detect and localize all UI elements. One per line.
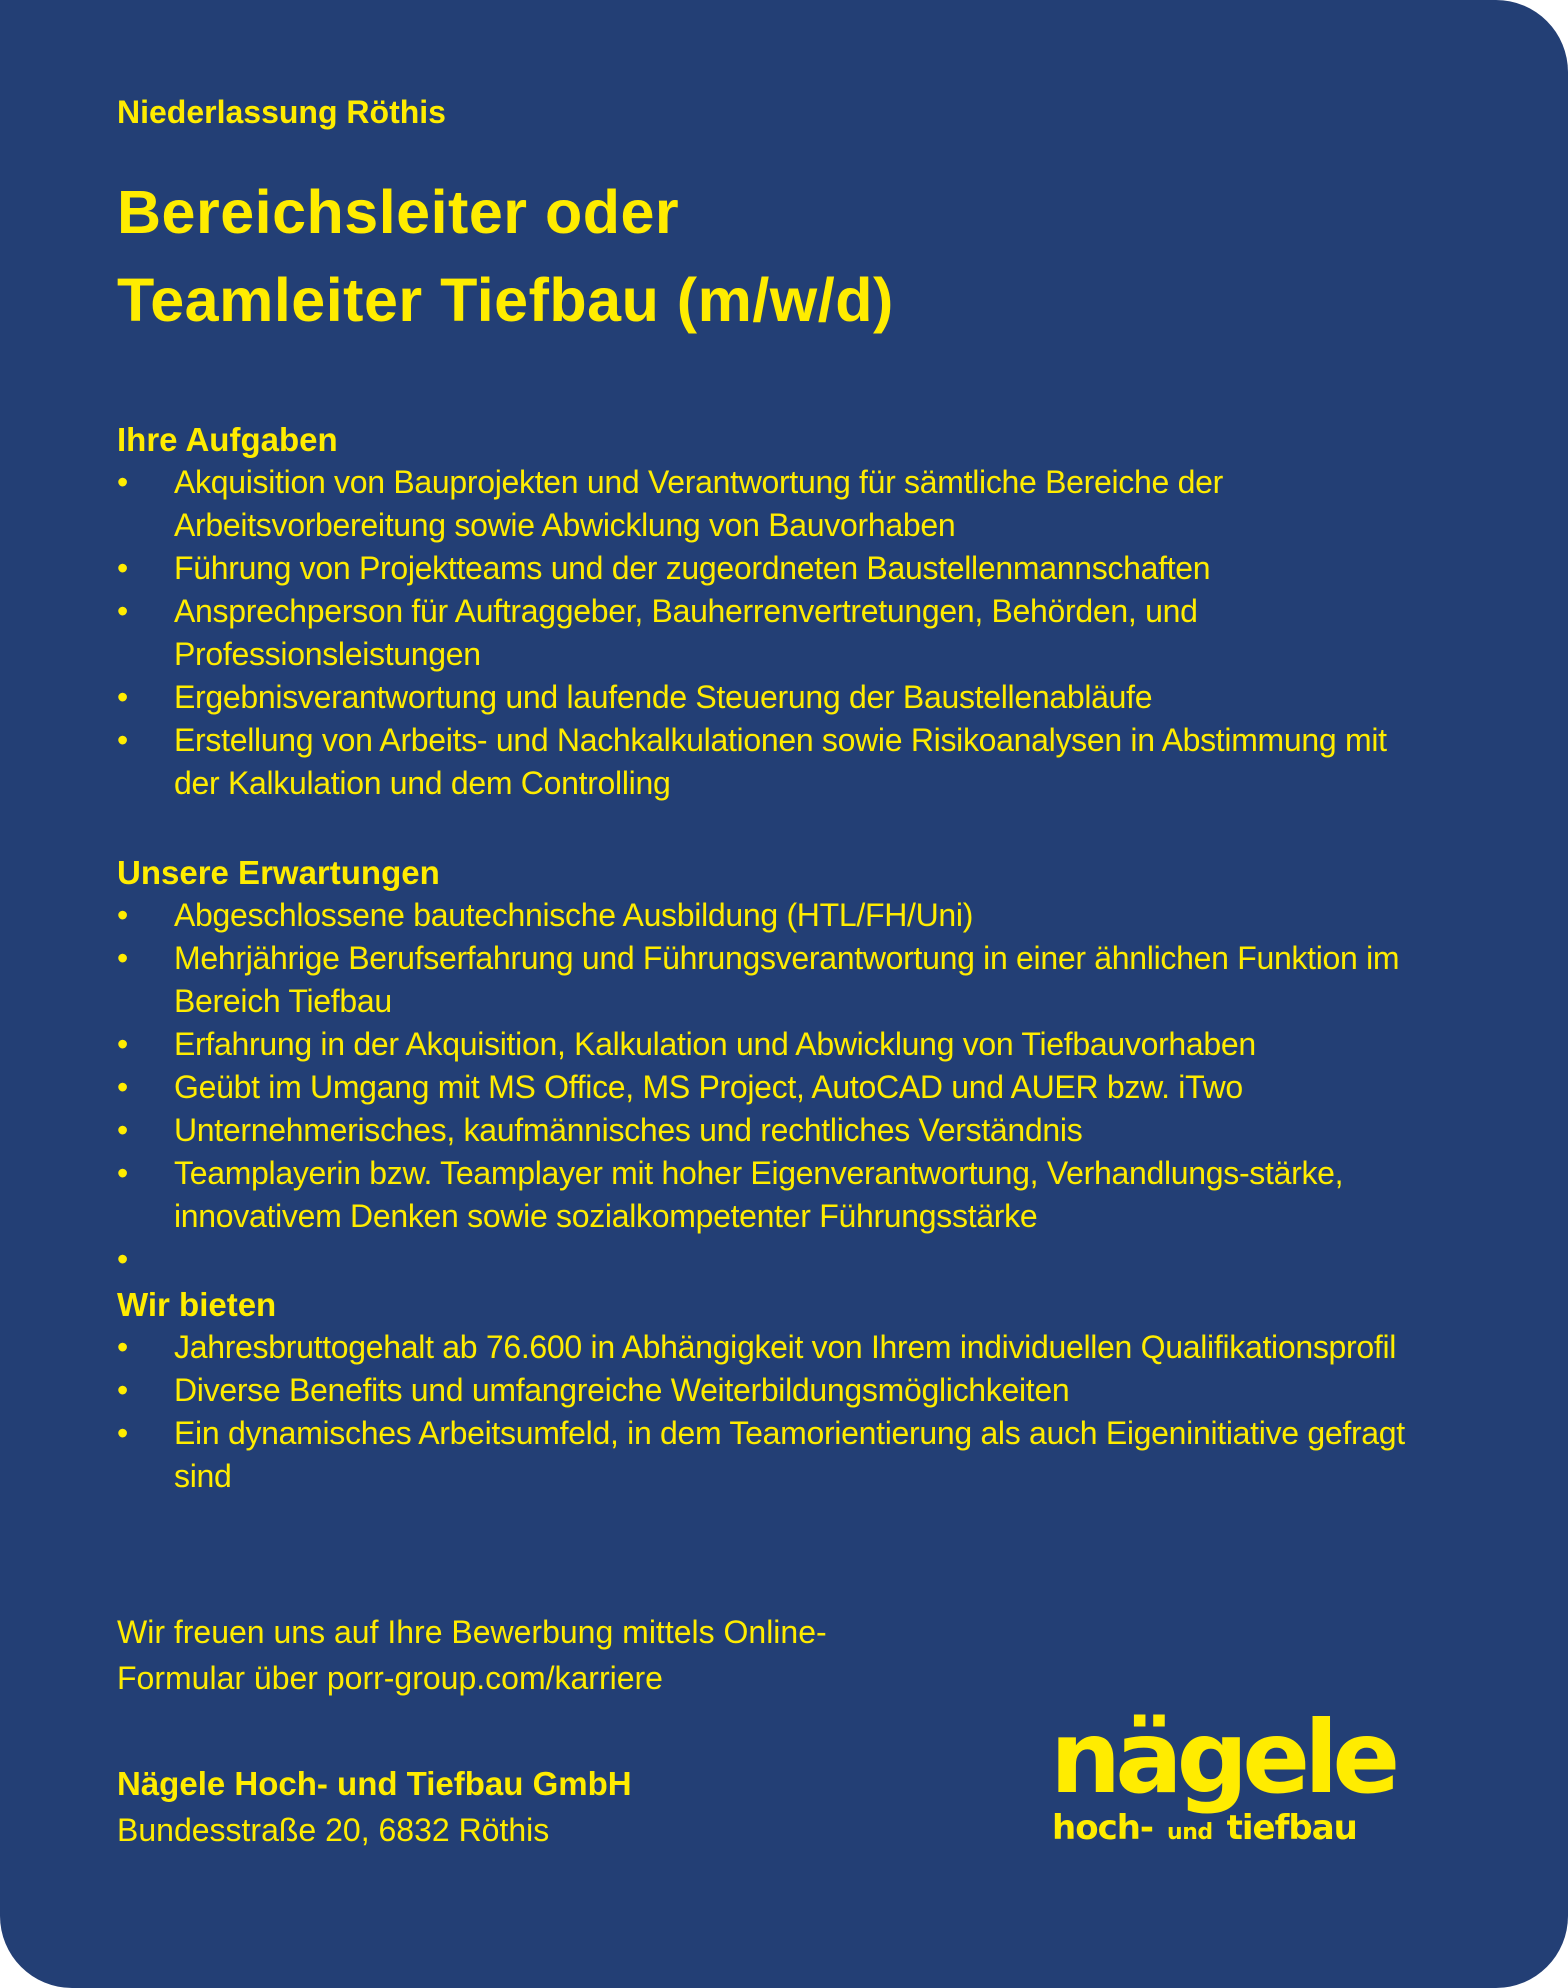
list-item: • Geübt im Umgang mit MS Office, MS Project, AutoCAD und AUER bzw. iTwo: [117, 1066, 1417, 1109]
bullet-icon: •: [117, 464, 128, 500]
logo-subline: [1052, 1808, 1357, 1848]
naegele-logo: [1050, 1699, 1430, 1850]
list-item: • Erstellung von Arbeits- und Nachkalkulationen sowie Risikoanalysen in Abstimmung mit der Kalkulation und dem Controlling: [117, 719, 1417, 805]
bullet-icon: •: [117, 940, 128, 976]
list-item: • Abgeschlossene bautechnische Ausbildung (HTL/FH/Uni): [117, 894, 1417, 937]
job-title: [117, 168, 894, 344]
bullet-icon: •: [117, 1155, 128, 1191]
bullet-icon: •: [117, 593, 128, 629]
logo-sub-right: tiefbau: [1226, 1808, 1357, 1848]
list-item: • Diverse Benefits und umfangreiche Weiterbildungsmöglichkeiten: [117, 1369, 1417, 1412]
job-title-line-2: Teamleiter Tiefbau (m/w/d): [117, 266, 894, 334]
list-item: • Jahresbruttogehalt ab 76.600 in Abhängigkeit von Ihrem individuellen Qualifikationsprofil: [117, 1326, 1417, 1369]
bullet-icon: •: [117, 1372, 128, 1408]
list-item: • Führung von Projektteams und der zugeordneten Baustellenmannschaften: [117, 547, 1417, 590]
bullet-icon: •: [117, 1329, 128, 1365]
angebot-list: [117, 1326, 1417, 1498]
list-item: • Akquisition von Bauprojekten und Verantwortung für sämtliche Bereiche der Arbeitsvorbereitung sowie Abwicklung von Bauvorhaben: [117, 461, 1417, 547]
list-item: • Mehrjährige Berufserfahrung und Führungsverantwortung in einer ähnlichen Funktion im Bereich Tiefbau: [117, 937, 1417, 1023]
job-title-line-1: Bereichsleiter oder: [117, 178, 680, 246]
list-item: • Ein dynamisches Arbeitsumfeld, in dem Teamorientierung als auch Eigeninitiative gefragt sind: [117, 1412, 1417, 1498]
section-aufgaben: [117, 418, 1417, 805]
bullet-icon: •: [117, 550, 128, 586]
section-heading-aufgaben: Ihre Aufgaben: [117, 421, 338, 458]
bullet-icon: •: [117, 1415, 128, 1451]
application-line-1: Wir freuen uns auf Ihre Bewerbung mittels Online-: [117, 1614, 827, 1650]
application-text: [117, 1609, 1417, 1701]
application-line-2: Formular über porr-group.com/karriere: [117, 1660, 663, 1696]
bullet-icon: •: [117, 1112, 128, 1148]
aufgaben-list: [117, 461, 1417, 805]
list-item: • Erfahrung in der Akquisition, Kalkulation und Abwicklung von Tiefbauvorhaben: [117, 1023, 1417, 1066]
bullet-icon: •: [117, 897, 128, 933]
company-name: Nägele Hoch- und Tiefbau GmbH: [117, 1765, 632, 1802]
section-erwartungen: [117, 851, 1417, 1281]
logo-wordmark: nägele: [1050, 1699, 1395, 1816]
logo-sub-middle: und: [1167, 1820, 1213, 1845]
list-item: • Teamplayerin bzw. Teamplayer mit hoher Eigenverantwortung, Verhandlungs-stärke, innovativem Denken sowie sozialkompetenter Führungsstärke: [117, 1152, 1417, 1238]
section-angebot: [117, 1283, 1417, 1498]
bullet-icon: •: [117, 722, 128, 758]
bullet-icon: •: [117, 1069, 128, 1105]
list-item: • Ansprechperson für Auftraggeber, Bauherrenvertretungen, Behörden, und Professionsleistungen: [117, 590, 1417, 676]
bullet-icon: •: [117, 1241, 128, 1277]
section-heading-erwartungen: Unsere Erwartungen: [117, 854, 440, 891]
section-heading-angebot: Wir bieten: [117, 1286, 277, 1323]
list-item: • Ergebnisverantwortung und laufende Steuerung der Baustellenabläufe: [117, 676, 1417, 719]
list-item-empty: [117, 1238, 1417, 1281]
list-item: • Unternehmerisches, kaufmännisches und rechtliches Verständnis: [117, 1109, 1417, 1152]
erwartungen-list: [117, 894, 1417, 1281]
logo-sub-left: hoch-: [1052, 1808, 1154, 1848]
bullet-icon: •: [117, 679, 128, 715]
company-address: Bundesstraße 20, 6832 Röthis: [117, 1812, 550, 1848]
bullet-icon: •: [117, 1026, 128, 1062]
branch-label: Niederlassung Röthis: [117, 94, 446, 130]
